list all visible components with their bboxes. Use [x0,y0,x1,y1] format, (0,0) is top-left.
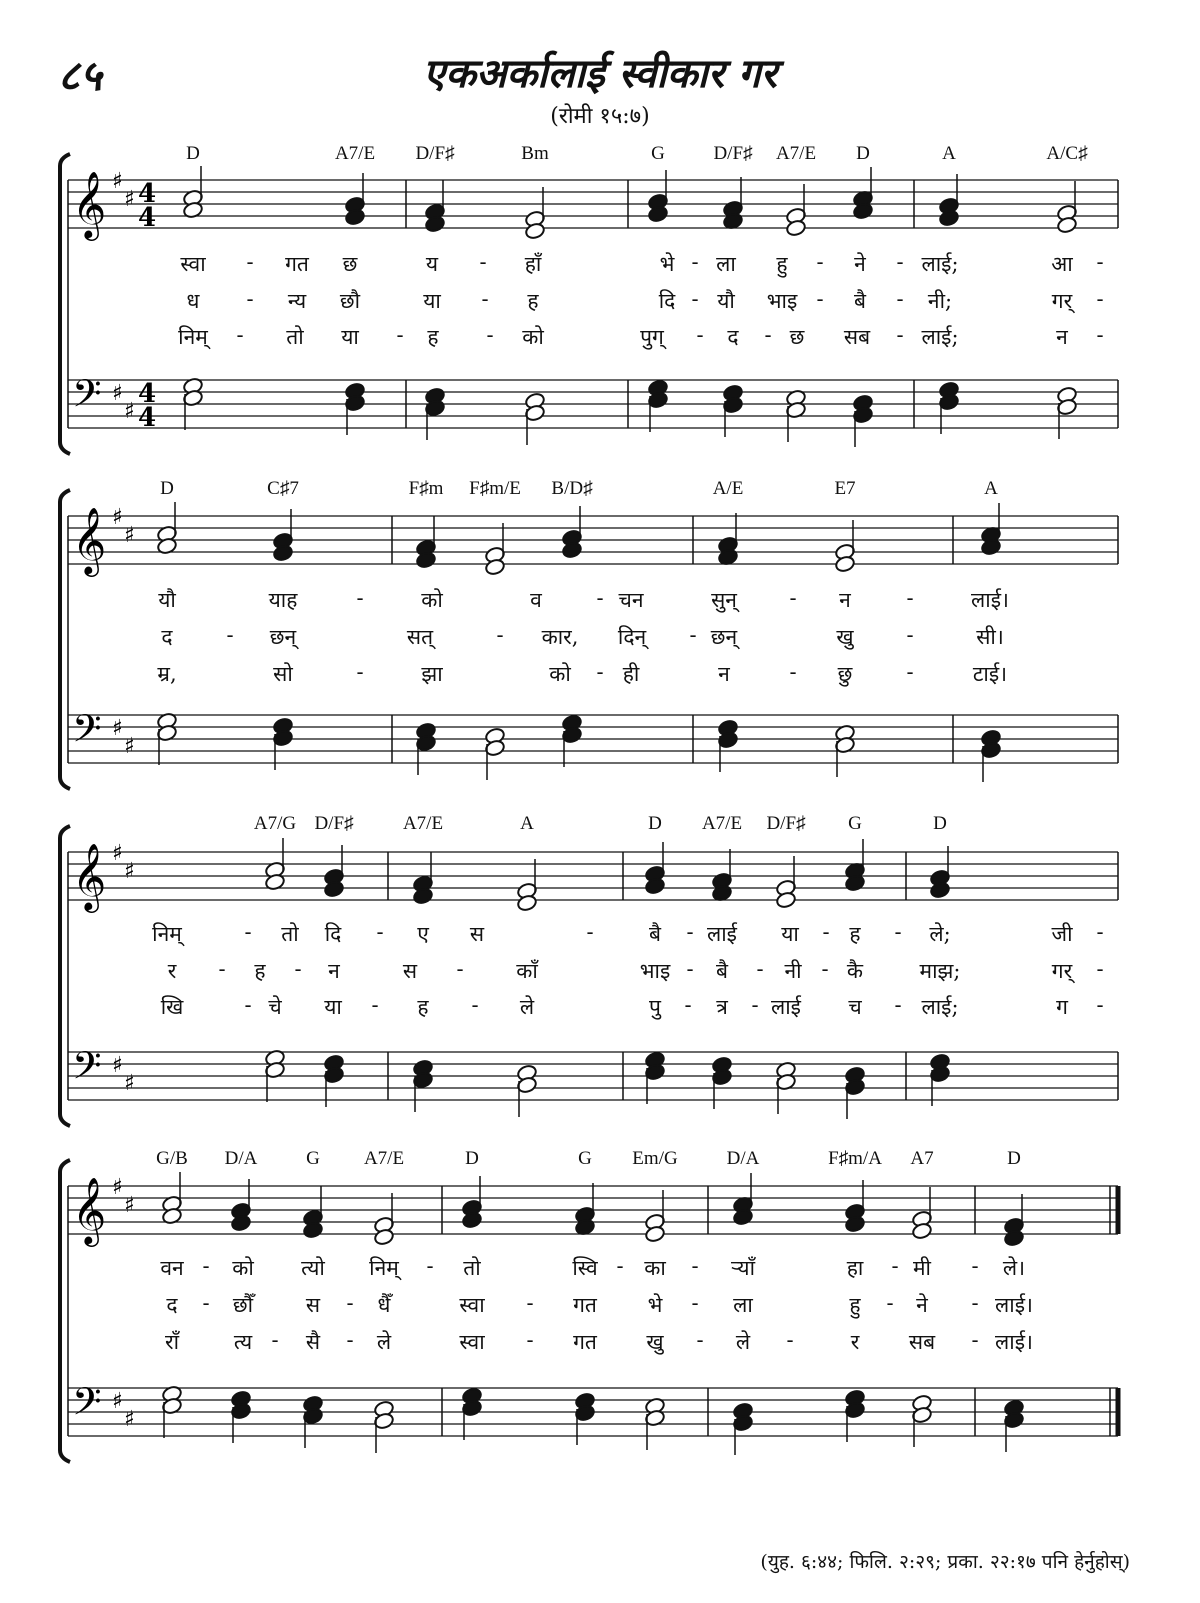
chord-symbol: D [933,813,947,834]
treble-staff [68,852,1118,900]
lyric-syllable: - [226,623,234,647]
lyric-syllable: - [756,957,764,981]
chord-symbol: G [578,1148,592,1169]
lyric-syllable: - [356,660,364,684]
lyric-syllable: र [850,1330,860,1354]
lyric-syllable: - [426,1254,434,1278]
bass-key-sharp-icon: ♯ [124,1071,135,1096]
lyric-syllable: बै [854,289,866,313]
lyric-syllable: को [421,588,443,612]
lyric-syllable: ह [527,289,539,313]
lyric-syllable: - [691,1291,699,1315]
lyric-syllable: लाई। [995,1293,1033,1317]
lyric-syllable: - [586,920,594,944]
lyric-syllable: - [481,287,489,311]
lyric-syllable: - [596,586,604,610]
chord-symbol: D [648,813,662,834]
lyric-syllable: निम् [152,922,182,946]
treble-key-sharp-icon: ♯ [124,523,135,548]
lyric-syllable: न [718,662,730,686]
lyric-syllable: या [324,995,342,1019]
chord-symbol: Em/G [632,1148,678,1169]
lyric-syllable: का [644,1256,666,1280]
chord-symbol: Bm [521,143,549,164]
lyric-syllable: निम् [178,325,208,349]
chord-symbol: D [160,478,174,499]
chord-symbol: G [306,1148,320,1169]
lyric-syllable: को [522,325,544,349]
lyric-syllable: भे [659,252,675,276]
chord-symbol: C♯7 [267,478,299,499]
lyric-syllable: स्वा [459,1293,485,1317]
lyric-syllable: - [616,1254,624,1278]
lyric-syllable: सै [305,1330,321,1354]
bass-clef-icon: 𝄢 [72,371,102,425]
lyric-syllable: - [294,957,302,981]
lyric-syllable: - [271,1328,279,1352]
lyric-syllable: - [816,250,824,274]
lyric-syllable: - [244,920,252,944]
lyric-syllable: - [691,1254,699,1278]
bass-key-sharp-icon: ♯ [112,1389,123,1414]
lyric-syllable: त्र [716,995,728,1019]
lyric-syllable: छु [837,662,853,686]
chord-symbol: A [942,143,956,164]
lyric-syllable: - [202,1291,210,1315]
lyric-syllable: आ [1051,252,1073,276]
lyric-syllable: न [839,588,851,612]
hymn-title: एकअर्कालाई स्वीकार गर [423,50,777,97]
lyric-syllable: - [691,250,699,274]
chord-symbol: A7/E [775,143,817,164]
lyric-syllable: सब [843,325,871,349]
lyric-syllable: सब [908,1330,936,1354]
lyric-syllable: ह [427,325,439,349]
treble-staff [68,516,1118,564]
lyric-syllable: - [346,1291,354,1315]
chord-symbol: G [651,143,665,164]
lyric-syllable: - [1096,323,1104,347]
lyric-syllable: स [469,922,485,946]
lyric-syllable: छ [789,325,805,349]
lyric-syllable: तो [281,922,299,946]
treble-clef-icon: 𝄞 [72,506,107,574]
lyric-syllable: - [496,623,504,647]
lyric-syllable: - [764,323,772,347]
lyric-syllable: लाई। [971,588,1009,612]
lyric-syllable: - [246,287,254,311]
lyric-syllable: हु [776,252,788,276]
chord-symbol: D/F♯ [713,143,753,164]
lyric-syllable: न्य [287,289,307,313]
lyric-syllable: र्‍याँ [730,1256,756,1280]
lyric-syllable: - [376,920,384,944]
chord-symbol: D [1007,1148,1021,1169]
lyric-syllable: झा [421,662,443,686]
lyric-syllable: राँ [164,1330,180,1354]
chord-symbol: D [465,1148,479,1169]
lyric-syllable: ध [186,289,200,313]
lyric-syllable: - [751,993,759,1017]
lyric-syllable: कै [846,959,864,983]
bass-clef-icon: 𝄢 [72,1379,102,1433]
lyric-syllable: - [486,323,494,347]
bass-staff [68,1052,1118,1100]
lyric-syllable: सत् [406,625,434,649]
chord-symbol: A7/G [253,813,297,834]
lyric-syllable: द [727,325,739,349]
time-signature: 4 [138,403,157,433]
hymn-number: ८५ [58,51,102,100]
lyric-syllable: छौ [339,289,361,313]
lyric-syllable: गर् [1051,289,1073,313]
lyric-syllable: वन [160,1256,184,1280]
chord-symbol: D/F♯ [415,143,455,164]
lyric-syllable: ला [716,252,736,276]
lyric-syllable: त्यो [301,1256,325,1280]
lyric-syllable: भे [647,1293,663,1317]
chord-symbol: G/B [156,1148,188,1169]
bass-key-sharp-icon: ♯ [124,399,135,424]
lyric-syllable: न [328,959,340,983]
lyric-syllable: - [971,1328,979,1352]
lyric-syllable: काँ [516,959,538,983]
lyric-syllable: - [471,993,479,1017]
lyric-syllable: को [549,662,571,686]
lyric-syllable: छन् [269,625,297,649]
lyric-syllable: - [906,660,914,684]
lyric-syllable: र [167,959,177,983]
lyric-syllable: य [425,252,439,276]
lyric-syllable: गत [573,1293,597,1317]
lyric-syllable: - [526,1328,534,1352]
lyric-syllable: दिन् [617,625,647,649]
treble-staff [68,180,1118,228]
lyric-syllable: नी [784,959,802,983]
chord-symbol: F♯m/A [828,1148,882,1169]
lyric-syllable: को [232,1256,254,1280]
lyric-syllable: - [396,323,404,347]
lyric-syllable: च [848,995,862,1019]
treble-key-sharp-icon: ♯ [112,169,123,194]
lyric-syllable: गत [573,1330,597,1354]
lyric-syllable: निम् [369,1256,399,1280]
lyric-syllable: खि [160,995,184,1019]
lyric-syllable: - [684,993,692,1017]
lyric-syllable: ले। [1002,1256,1026,1280]
treble-key-sharp-icon: ♯ [124,187,135,212]
lyric-syllable: हु [849,1293,861,1317]
lyric-syllable: - [696,323,704,347]
lyric-syllable: ले [376,1330,392,1354]
lyric-syllable: - [1096,250,1104,274]
chord-symbol: B/D♯ [551,478,593,499]
lyric-syllable: - [971,1291,979,1315]
lyric-syllable: - [891,1254,899,1278]
lyric-syllable: - [686,920,694,944]
lyric-syllable: तो [463,1256,481,1280]
lyric-syllable: - [479,250,487,274]
lyric-syllable: ह [417,995,429,1019]
lyric-syllable: - [1096,920,1104,944]
lyric-syllable: - [894,993,902,1017]
lyric-syllable: या [423,289,441,313]
lyric-syllable: नी; [927,289,953,313]
lyric-syllable: गत [285,252,309,276]
bass-clef-icon: 𝄢 [72,706,102,760]
chord-symbol: D [856,143,870,164]
lyric-syllable: त्य [233,1330,253,1354]
lyric-syllable: भाइ [766,289,798,313]
lyric-syllable: छन् [710,625,738,649]
lyric-syllable: दि [324,922,342,946]
lyric-syllable: भाइ [639,959,671,983]
lyric-syllable: चन [618,588,644,612]
cross-references: (युह. ६:४४; फिलि. २:२९; प्रका. २२:१७ पनि हेर्नुहोस्) [760,1551,1130,1573]
lyric-syllable: ह [254,959,266,983]
treble-key-sharp-icon: ♯ [112,841,123,866]
lyric-syllable: छ [342,252,358,276]
bass-clef-icon: 𝄢 [72,1043,102,1097]
treble-clef-icon: 𝄞 [72,1176,107,1244]
lyric-syllable: दि [658,289,676,313]
lyric-syllable: - [1096,287,1104,311]
lyric-syllable: सुन् [711,588,737,612]
lyric-syllable: पु [649,995,661,1019]
lyric-syllable: धैँ [377,1293,391,1317]
lyric-syllable: - [371,993,379,1017]
lyric-syllable: खु [836,625,854,649]
lyric-syllable: - [696,1328,704,1352]
lyric-syllable: - [246,250,254,274]
lyric-syllable: ए [417,922,429,946]
lyric-syllable: या [781,922,799,946]
lyric-syllable: लाई [707,922,737,946]
lyric-syllable: - [786,1328,794,1352]
chord-symbol: D [186,143,200,164]
treble-clef-icon: 𝄞 [72,170,107,238]
chord-symbol: A7/E [363,1148,405,1169]
lyric-syllable: - [822,920,830,944]
lyric-syllable: - [1096,957,1104,981]
lyric-syllable: बै [716,959,728,983]
bass-key-sharp-icon: ♯ [124,734,135,759]
treble-key-sharp-icon: ♯ [124,1193,135,1218]
lyric-syllable: ला [733,1293,753,1317]
lyric-syllable: - [896,250,904,274]
lyric-syllable: याह [268,588,298,612]
lyric-syllable: खु [646,1330,664,1354]
lyric-syllable: - [789,660,797,684]
lyric-syllable: - [894,920,902,944]
lyric-syllable: - [886,1291,894,1315]
lyric-syllable: न [1056,325,1068,349]
time-signature: 4 [138,379,157,409]
chord-symbol: D/F♯ [766,813,806,834]
lyric-syllable: - [356,586,364,610]
lyric-syllable: - [596,660,604,684]
lyric-syllable: - [1096,993,1104,1017]
lyric-syllable: - [202,1254,210,1278]
time-signature: 4 [138,203,157,233]
chord-symbol: A/C♯ [1046,143,1088,164]
chord-symbol: F♯m [408,478,444,499]
lyric-syllable: ले [519,995,535,1019]
lyric-syllable: हा [846,1256,864,1280]
chord-symbol: G [848,813,862,834]
lyric-syllable: सो [273,662,293,686]
lyric-syllable: स्वा [459,1330,485,1354]
bass-key-sharp-icon: ♯ [112,716,123,741]
treble-key-sharp-icon: ♯ [124,859,135,884]
system-1 [0,140,1200,480]
lyric-syllable: - [896,287,904,311]
lyric-syllable: स्वा [180,252,206,276]
lyric-syllable: सी। [976,625,1004,649]
lyric-syllable: - [686,957,694,981]
lyric-syllable: म्र, [157,662,177,686]
bass-staff [68,715,1118,763]
lyric-syllable: माझ; [919,959,961,983]
treble-key-sharp-icon: ♯ [112,505,123,530]
lyric-syllable: - [218,957,226,981]
lyric-syllable: - [689,623,697,647]
lyric-syllable: लाई; [921,252,959,276]
lyric-syllable: - [971,1254,979,1278]
lyric-syllable: - [906,586,914,610]
lyric-syllable: ग [1056,995,1068,1019]
lyric-syllable: चे [268,995,282,1019]
lyric-syllable: व [530,588,542,612]
lyric-syllable: लाई [771,995,801,1019]
chord-symbol: E7 [834,478,856,499]
lyric-syllable: - [816,287,824,311]
lyric-syllable: तो [286,325,304,349]
bass-staff [68,380,1118,428]
lyric-syllable: ने [916,1293,928,1317]
time-signature: 4 [138,179,157,209]
chord-symbol: A7 [910,1148,934,1169]
lyric-syllable: स [402,959,418,983]
lyric-syllable: स्वि [572,1256,598,1280]
lyric-syllable: टाई। [972,662,1008,686]
chord-symbol: A [520,813,534,834]
lyric-syllable: - [346,1328,354,1352]
chord-symbol: D/F♯ [314,813,354,834]
lyric-syllable: - [896,323,904,347]
scripture-reference: (रोमी १५:७) [550,104,650,129]
chord-symbol: A7/E [402,813,444,834]
chord-symbol: A/E [712,478,744,499]
lyric-syllable: लाई; [921,995,959,1019]
lyric-syllable: जी [1051,922,1073,946]
chord-symbol: A7/E [701,813,743,834]
system-2 [0,476,1200,816]
lyric-syllable: द [161,625,173,649]
lyric-syllable: यौ [158,588,176,612]
lyric-syllable: - [821,957,829,981]
lyric-syllable: हाँ [524,252,542,276]
chord-symbol: F♯m/E [469,478,521,499]
treble-clef-icon: 𝄞 [72,842,107,910]
bass-key-sharp-icon: ♯ [112,381,123,406]
lyric-syllable: लाई; [921,325,959,349]
lyric-syllable: - [244,993,252,1017]
lyric-syllable: बै [649,922,661,946]
chord-symbol: A7/E [334,143,376,164]
lyric-syllable: ने [854,252,866,276]
lyric-syllable: द [166,1293,178,1317]
lyric-syllable: ह [849,922,861,946]
lyric-syllable: - [906,623,914,647]
lyric-syllable: - [691,287,699,311]
lyric-syllable: लाई। [995,1330,1033,1354]
chord-symbol: D/A [726,1148,760,1169]
system-3 [0,812,1200,1152]
lyric-syllable: - [236,323,244,347]
lyric-syllable: ले [735,1330,751,1354]
lyric-syllable: कार, [541,625,579,649]
chord-symbol: A [984,478,998,499]
lyric-syllable: पुग् [640,325,664,349]
lyric-syllable: छौँ [232,1293,254,1317]
lyric-syllable: ही [622,662,640,686]
lyric-syllable: यौ [717,289,735,313]
lyric-syllable: - [789,586,797,610]
chord-symbol: D/A [224,1148,258,1169]
lyric-syllable: स [305,1293,321,1317]
lyric-syllable: ले; [929,922,951,946]
lyric-syllable: मी [913,1256,931,1280]
lyric-syllable: - [526,1291,534,1315]
lyric-syllable: या [341,325,359,349]
bass-key-sharp-icon: ♯ [112,1053,123,1078]
lyric-syllable: गर् [1051,959,1073,983]
lyric-syllable: - [456,957,464,981]
treble-key-sharp-icon: ♯ [112,1175,123,1200]
bass-key-sharp-icon: ♯ [124,1407,135,1432]
